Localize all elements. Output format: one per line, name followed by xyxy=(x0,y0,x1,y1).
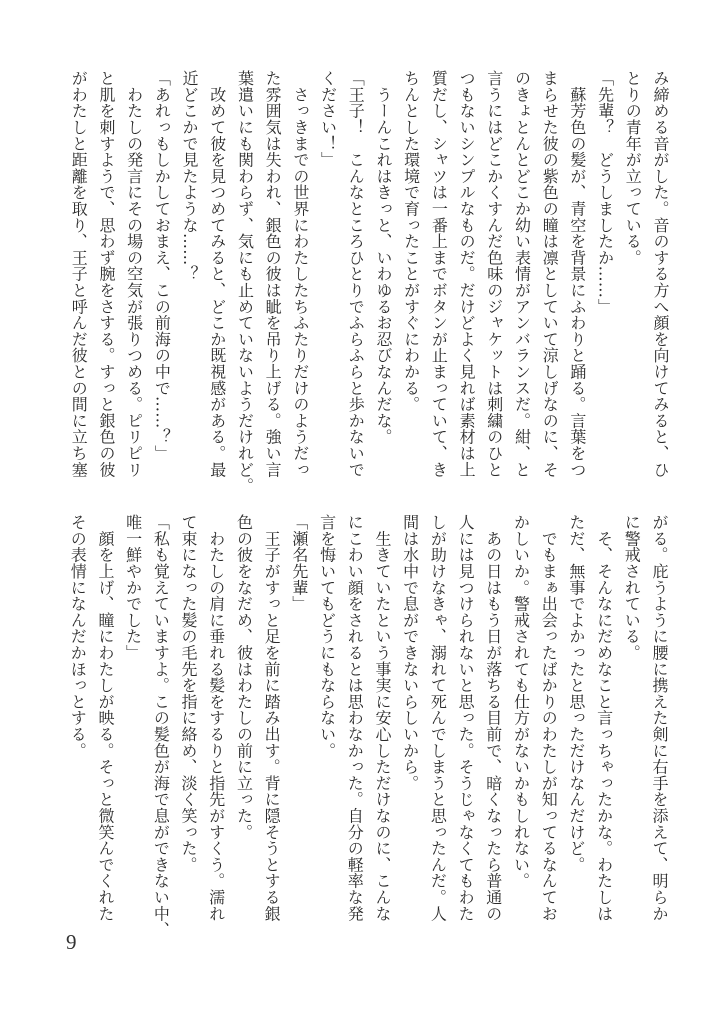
text-line: 「あれっもしかしておまえ、この前海の中で……？」 xyxy=(152,70,172,462)
text-line: に警戒されている。 xyxy=(622,514,642,661)
text-line: 唯一鮮やかでした」 xyxy=(123,514,143,661)
lower-text-block xyxy=(64,514,673,938)
text-line: 間は水中で息ができないらしいから。 xyxy=(400,514,420,792)
text-line: ください！」 xyxy=(318,70,338,168)
text-line: さっきまでの世界にわたしたちふたりだけのようだっ xyxy=(290,70,310,478)
text-line: がる。庇うように腰に携えた剣に右手を添えて、明らか xyxy=(650,514,669,922)
text-line: 人には見つけられないと思った。そうじゃなくてもわた xyxy=(456,514,476,922)
text-line: 「王子！ こんなところひとりでふらふらと歩かないで xyxy=(346,70,366,478)
text-line: がわたしと距離を取り、王子と呼んだ彼との間に立ち塞 xyxy=(69,70,89,478)
text-line: 改めて彼を見つめてみると、どこか既視感がある。最 xyxy=(207,70,227,478)
text-line: つもないシンプルなものだ。だけどよく見れば素材は上 xyxy=(457,70,477,478)
text-line: 生きていたという事実に安心しただけなのに、こんな xyxy=(372,514,392,922)
text-line: とりの青年が立っている。 xyxy=(623,70,643,266)
text-line: わたしの肩に垂れる髪をするりと指先がすくう。濡れ xyxy=(206,514,226,922)
text-line: ちんとした環境で育ったことがすぐにわかる。 xyxy=(401,70,421,413)
text-line: うーんこれはきっと、いわゆるお忍びなんだな。 xyxy=(373,70,393,445)
text-line: と肌を刺すようで、思わず腕をさする。すっと銀色の彼 xyxy=(96,70,116,478)
text-line: 蘇芳色の髪が、青空を背景にふわりと踊る。言葉をつ xyxy=(567,70,587,478)
text-line: あの日はもう日が落ちる目前で、暗くなったら普通の xyxy=(483,514,503,922)
text-line: 言を悔いてもどうにもならない。 xyxy=(317,514,337,759)
text-line: 「私も覚えていますよ。この髪色が海で息ができない中、 xyxy=(151,514,171,938)
text-line: 質だし、シャツは一番上までボタンが止まっていて、き xyxy=(429,70,449,478)
text-line: 言うにはどこかくすんだ色味のジャケットは刺繍のひと xyxy=(484,70,504,478)
upper-text-block xyxy=(65,70,674,494)
text-line: そ、そんなにだめなこと言っちゃったかな。わたしは xyxy=(594,514,614,922)
text-line: 「瀬名先輩」 xyxy=(289,514,309,612)
text-line: ただ、無事でよかったと思っただけなんだけど。 xyxy=(566,514,586,873)
text-line: にこわい顔をされるとは思わなかった。自分の軽率な発 xyxy=(345,514,365,922)
text-line: み締める音がした。音のする方へ顔を向けてみると、ひ xyxy=(651,70,670,478)
page-number: 9 xyxy=(66,930,77,954)
text-line: 王子がすっと足を前に踏み出す。背に隠そうとする銀 xyxy=(262,514,282,922)
text-line: 葉遣いにも関わらず、気にも止めていないようだけれど。 xyxy=(235,70,255,494)
text-line: 近どこかで見たような……？ xyxy=(180,70,200,282)
text-line: た雰囲気は失われ、銀色の彼は眦を吊り上げる。強い言 xyxy=(263,70,283,478)
text-line: でもまぁ出会ったばかりのわたしが知ってるなんてお xyxy=(539,514,559,922)
text-line: その表情になんだかほっとする。 xyxy=(68,514,88,759)
text-line: 顔を上げ、瞳にわたしが映る。そっと微笑んでくれた xyxy=(95,514,115,922)
text-line: 「先輩？ どうしましたか……」 xyxy=(595,70,615,315)
text-line: わたしの発言にその場の空気が張りつめる。ピリピリ xyxy=(124,70,144,478)
text-line: まらせた彼の紫色の瞳は凛としていて涼しげなのに、そ xyxy=(540,70,560,478)
text-line: のきょとんとどこか幼い表情がアンバランスだ。紺、と xyxy=(512,70,532,478)
text-line: しが助けなきゃ、溺れて死んでしまうと思ったんだ。人 xyxy=(428,514,448,922)
text-line: かしいか。警戒されても仕方がないかもしれない。 xyxy=(511,514,531,889)
text-line: 色の彼をなだめ、彼はわたしの前に立った。 xyxy=(234,514,254,840)
text-line: て束になった髪の毛先を指に絡め、淡く笑った。 xyxy=(179,514,199,873)
